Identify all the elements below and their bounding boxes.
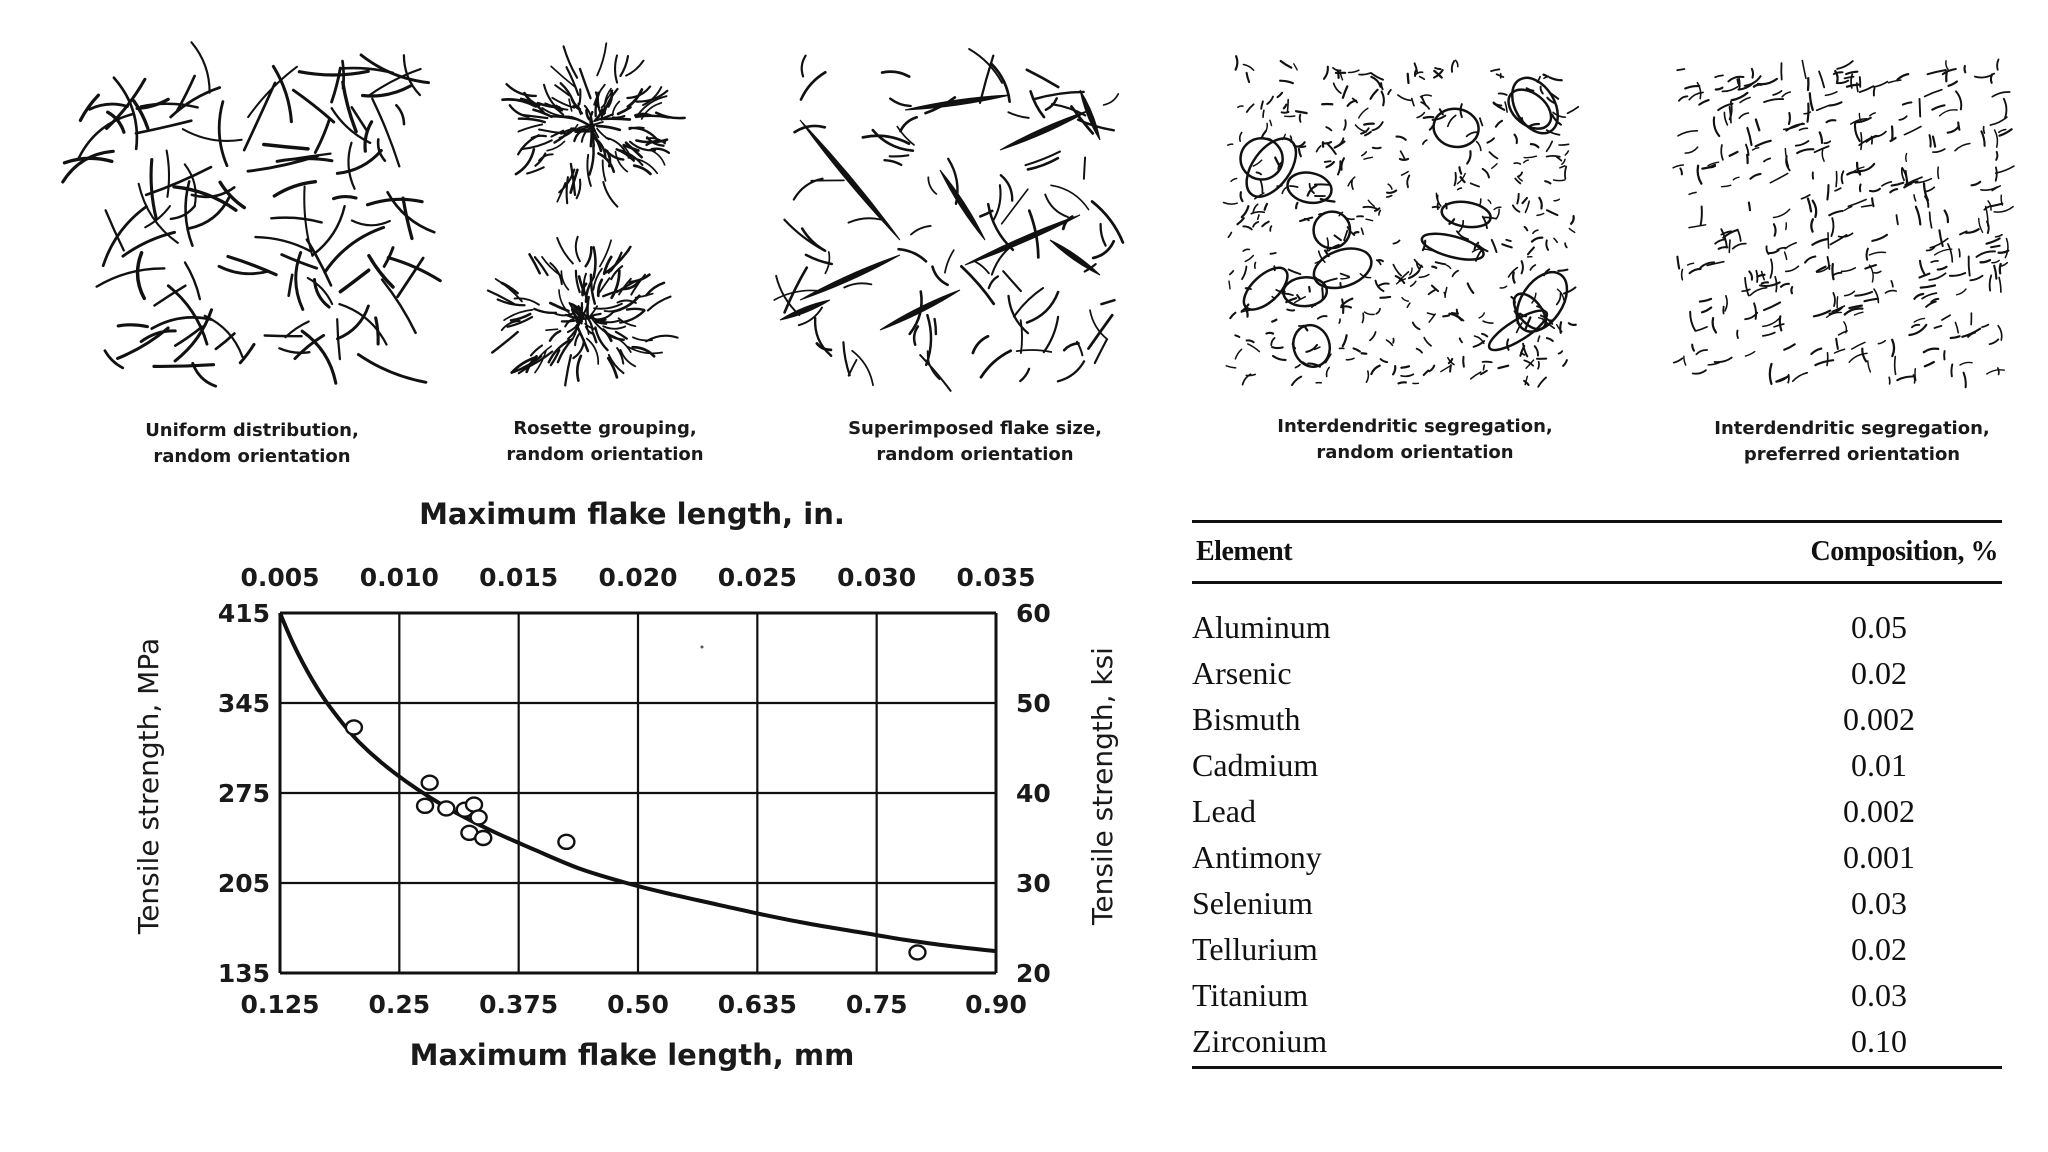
caption-superimposed	[775, 416, 1175, 468]
element-name: Zirconium	[1192, 1022, 1328, 1059]
y-left-tick: 205	[217, 869, 270, 898]
composition-value: 0.002	[1843, 700, 1915, 737]
element-name: Tellurium	[1192, 930, 1318, 967]
x-top-tick: 0.010	[359, 563, 439, 592]
x-top-tick: 0.005	[240, 563, 320, 592]
composition-value: 0.02	[1851, 654, 1907, 691]
micrograph-interdendritic-preferred	[1673, 60, 2014, 388]
x-bottom-tick: 0.375	[479, 990, 559, 1019]
table-row	[1192, 1018, 2002, 1064]
x-top-tick: 0.020	[598, 563, 678, 592]
data-point	[471, 810, 487, 824]
table-row	[1192, 926, 2002, 972]
micrograph-uniform	[63, 42, 440, 386]
table-row	[1192, 834, 2002, 880]
caption-rosette	[425, 416, 785, 468]
data-point	[417, 799, 433, 813]
caption-interdendritic-random	[1225, 414, 1605, 466]
y-right-tick: 20	[1016, 959, 1051, 988]
y-right-tick: 50	[1016, 689, 1051, 718]
composition-value: 0.05	[1851, 608, 1907, 645]
x-top-tick: 0.030	[837, 563, 917, 592]
caption-line: Interdendritic segregation,	[1714, 418, 1990, 439]
x-bottom-tick: 0.635	[717, 990, 797, 1019]
y-right-tick: 40	[1016, 779, 1051, 808]
data-point	[466, 798, 482, 812]
table-header	[1192, 523, 2002, 581]
data-point	[457, 803, 473, 817]
table-row	[1192, 650, 2002, 696]
header-composition: Composition, %	[1810, 536, 1998, 567]
chart-grid	[280, 613, 996, 973]
table-bottom-rule	[1192, 1066, 2002, 1069]
element-name: Arsenic	[1192, 654, 1292, 691]
speck	[701, 646, 704, 649]
caption-line: random orientation	[153, 446, 351, 467]
caption-line: random orientation	[1316, 442, 1514, 463]
y-left-axis-title: Tensile strength, MPa	[132, 637, 165, 935]
micrograph-superimposed	[774, 49, 1123, 391]
caption-line: preferred orientation	[1743, 444, 1961, 465]
table-row	[1192, 880, 2002, 926]
y-right-tick: 30	[1016, 869, 1051, 898]
composition-value: 0.02	[1851, 930, 1907, 967]
composition-value: 0.03	[1851, 884, 1907, 921]
x-top-tick: 0.025	[717, 563, 797, 592]
x-bottom-tick: 0.90	[965, 990, 1027, 1019]
chart-ticks	[218, 563, 1051, 1019]
composition-value: 0.03	[1851, 976, 1907, 1013]
y-right-axis-title: Tensile strength, ksi	[1086, 647, 1119, 925]
x-bottom-tick: 0.50	[607, 990, 669, 1019]
data-point	[422, 776, 438, 790]
caption-line: Superimposed flake size,	[848, 418, 1102, 439]
table-row	[1192, 788, 2002, 834]
table-row	[1192, 742, 2002, 788]
element-name: Selenium	[1192, 884, 1313, 921]
caption-line: Rosette grouping,	[513, 418, 697, 439]
y-left-tick: 415	[217, 599, 270, 628]
x-top-tick: 0.015	[479, 563, 559, 592]
composition-value: 0.002	[1843, 792, 1915, 829]
data-point	[558, 835, 574, 849]
element-name: Aluminum	[1192, 608, 1331, 645]
x-bottom-tick: 0.125	[240, 990, 320, 1019]
table-header-rule	[1192, 581, 2002, 584]
caption-line: Interdendritic segregation,	[1277, 416, 1553, 437]
x-top-axis-title: Maximum flake length, in.	[419, 497, 845, 531]
data-point	[475, 831, 491, 845]
y-left-tick: 275	[217, 779, 270, 808]
table-row	[1192, 972, 2002, 1018]
composition-value: 0.01	[1851, 746, 1907, 783]
y-left-tick: 345	[217, 689, 270, 718]
micrograph-rosette	[488, 43, 685, 385]
x-bottom-tick: 0.25	[368, 990, 431, 1019]
x-top-tick: 0.035	[956, 563, 1036, 592]
data-point	[438, 801, 454, 815]
header-element: Element	[1196, 536, 1293, 567]
chart-curve	[280, 613, 996, 951]
chart-points	[346, 720, 926, 959]
composition-table	[1192, 520, 2002, 1069]
element-name: Antimony	[1192, 838, 1322, 875]
element-name: Bismuth	[1192, 700, 1301, 737]
data-point	[909, 945, 925, 959]
y-left-tick: 135	[217, 959, 270, 988]
caption-line: random orientation	[876, 444, 1074, 465]
x-bottom-tick: 0.75	[845, 990, 908, 1019]
caption-line: Uniform distribution,	[145, 420, 359, 441]
table-row	[1192, 696, 2002, 742]
element-name: Titanium	[1192, 976, 1309, 1013]
table-row	[1192, 604, 2002, 650]
x-bottom-axis-title: Maximum flake length, mm	[409, 1038, 855, 1072]
element-name: Cadmium	[1192, 746, 1319, 783]
caption-uniform	[72, 418, 432, 470]
fit-curve	[280, 613, 996, 951]
data-point	[461, 826, 477, 840]
caption-line: random orientation	[506, 444, 704, 465]
data-point	[346, 720, 362, 734]
table-body	[1192, 604, 2002, 1064]
micrograph-interdendritic-random	[1224, 56, 1579, 387]
element-name: Lead	[1192, 792, 1256, 829]
caption-interdendritic-preferred	[1662, 416, 2042, 468]
y-right-tick: 60	[1016, 599, 1051, 628]
composition-value: 0.10	[1851, 1022, 1907, 1059]
composition-value: 0.001	[1843, 838, 1915, 875]
